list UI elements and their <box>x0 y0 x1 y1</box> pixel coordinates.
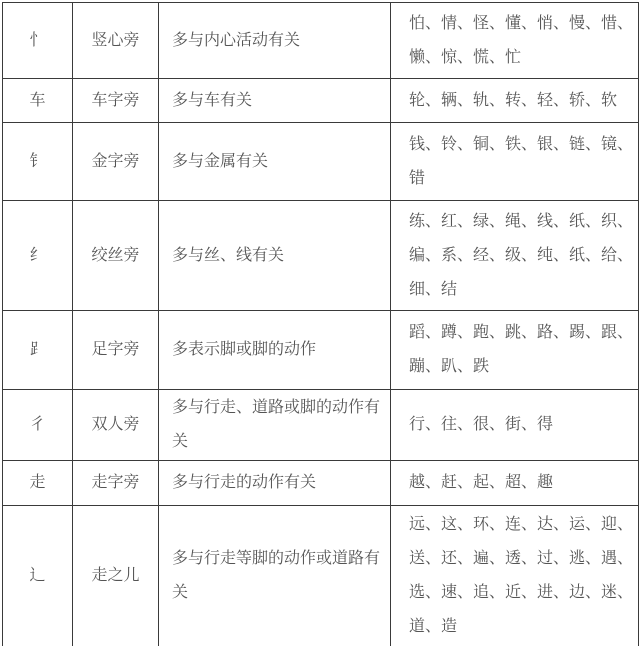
radical-cell: 忄 <box>3 3 73 79</box>
examples-cell: 蹈、蹲、跑、跳、路、踢、跟、蹦、趴、跌 <box>391 311 639 390</box>
examples-cell: 越、赶、起、超、趣 <box>391 461 639 506</box>
meaning-cell: 多表示脚或脚的动作 <box>159 311 391 390</box>
table-row <box>3 461 639 506</box>
table-row <box>3 201 639 311</box>
radical-name-cell: 走字旁 <box>73 461 159 506</box>
radical-name-cell: 金字旁 <box>73 123 159 201</box>
examples-cell: 练、红、绿、绳、线、纸、织、编、系、经、级、纯、纸、给、细、结 <box>391 201 639 311</box>
radicals-table <box>2 2 639 646</box>
table-row <box>3 311 639 390</box>
examples-cell: 行、往、很、街、得 <box>391 390 639 461</box>
meaning-cell: 多与行走的动作有关 <box>159 461 391 506</box>
table-row <box>3 506 639 646</box>
table-row <box>3 123 639 201</box>
meaning-cell: 多与金属有关 <box>159 123 391 201</box>
radical-cell: 走 <box>3 461 73 506</box>
examples-cell: 远、这、环、连、达、运、迎、送、还、遍、透、过、逃、遇、选、速、追、近、进、边、迷、道、造 <box>391 506 639 646</box>
examples-cell: 怕、情、怪、懂、悄、慢、惜、懒、惊、慌、忙 <box>391 3 639 79</box>
meaning-cell: 多与行走、道路或脚的动作有关 <box>159 390 391 461</box>
radical-name-cell: 竖心旁 <box>73 3 159 79</box>
examples-cell: 钱、铃、铜、铁、银、链、镜、错 <box>391 123 639 201</box>
table-row <box>3 3 639 79</box>
table-row <box>3 79 639 123</box>
table-row <box>3 390 639 461</box>
radical-name-cell: 双人旁 <box>73 390 159 461</box>
meaning-cell: 多与丝、线有关 <box>159 201 391 311</box>
radical-name-cell: 车字旁 <box>73 79 159 123</box>
examples-cell: 轮、辆、轨、转、轻、轿、软 <box>391 79 639 123</box>
radical-cell: 彳 <box>3 390 73 461</box>
radical-name-cell: 足字旁 <box>73 311 159 390</box>
radical-cell: 辶 <box>3 506 73 646</box>
meaning-cell: 多与车有关 <box>159 79 391 123</box>
radical-name-cell: 走之儿 <box>73 506 159 646</box>
radical-cell: ⻊ <box>3 311 73 390</box>
meaning-cell: 多与内心活动有关 <box>159 3 391 79</box>
radical-cell: 钅 <box>3 123 73 201</box>
radical-name-cell: 绞丝旁 <box>73 201 159 311</box>
radical-cell: 纟 <box>3 201 73 311</box>
radical-cell: 车 <box>3 79 73 123</box>
meaning-cell: 多与行走等脚的动作或道路有关 <box>159 506 391 646</box>
